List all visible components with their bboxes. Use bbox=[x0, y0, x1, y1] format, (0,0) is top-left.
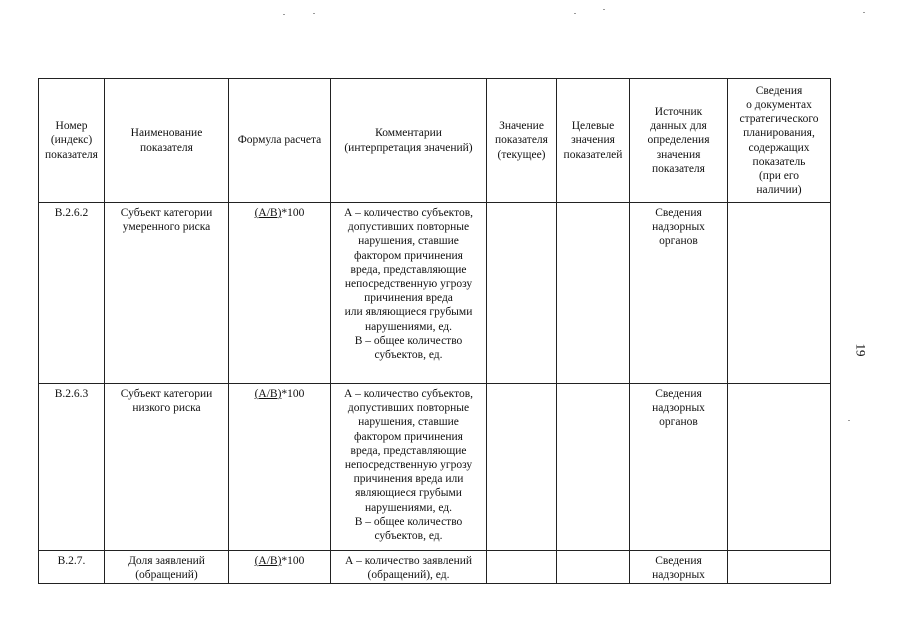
cell-comment: А – количество заявлений (обращений), ед. bbox=[331, 551, 487, 584]
scan-speck bbox=[848, 420, 850, 421]
scan-speck bbox=[603, 9, 605, 10]
header-formula: Формула расчета bbox=[229, 79, 331, 203]
header-name: Наименование показателя bbox=[105, 79, 229, 203]
header-strategy-docs: Сведения о документах стратегического планирования, содержащих показатель (при его наличии) bbox=[728, 79, 831, 203]
cell-target-values bbox=[557, 384, 630, 551]
cell-formula bbox=[229, 551, 331, 584]
cell-formula bbox=[229, 384, 331, 551]
cell-index: В.2.6.3 bbox=[39, 384, 105, 551]
scan-speck bbox=[863, 12, 865, 13]
cell-index: В.2.7. bbox=[39, 551, 105, 584]
scan-speck bbox=[283, 14, 285, 15]
cell-name: Субъект категории умеренного риска bbox=[105, 203, 229, 384]
cell-source: Сведения надзорных органов bbox=[630, 384, 728, 551]
cell-strategy-docs bbox=[728, 384, 831, 551]
cell-comment: А – количество субъектов, допустивших повторные нарушения, ставшие фактором причинения вреда, представляющие непосредственную угрозу причинения вреда или являющиеся грубыми нарушениями, ед. В – общее количество субъектов, ед. bbox=[331, 384, 487, 551]
cell-index: В.2.6.2 bbox=[39, 203, 105, 384]
table-header-row bbox=[39, 79, 831, 203]
cell-target-values bbox=[557, 551, 630, 584]
cell-source: Сведения надзорных органов bbox=[630, 203, 728, 384]
cell-strategy-docs bbox=[728, 551, 831, 584]
header-target-values: Целевые значения показателей bbox=[557, 79, 630, 203]
header-source: Источник данных для определения значения показателя bbox=[630, 79, 728, 203]
cell-strategy-docs bbox=[728, 203, 831, 384]
header-comment: Комментарии (интерпретация значений) bbox=[331, 79, 487, 203]
table-row bbox=[39, 203, 831, 384]
table-row bbox=[39, 384, 831, 551]
formula-ratio: (А/В) bbox=[254, 555, 282, 567]
formula-ratio: (А/В) bbox=[254, 207, 282, 219]
header-index: Номер (индекс) показателя bbox=[39, 79, 105, 203]
cell-formula bbox=[229, 203, 331, 384]
indicators-table bbox=[38, 78, 831, 584]
cell-name: Доля заявлений (обращений) bbox=[105, 551, 229, 584]
cell-comment: А – количество субъектов, допустивших повторные нарушения, ставшие фактором причинения вреда, представляющие непосредственную угрозу причинения вреда или являющиеся грубыми нарушениями, ед. В – общее количество субъектов, ед. bbox=[331, 203, 487, 384]
formula-multiplier: *100 bbox=[281, 207, 305, 219]
cell-target-values bbox=[557, 203, 630, 384]
cell-name: Субъект категории низкого риска bbox=[105, 384, 229, 551]
scan-speck bbox=[313, 13, 315, 14]
cell-source: Сведения надзорных bbox=[630, 551, 728, 584]
formula-multiplier: *100 bbox=[281, 555, 305, 567]
table-row bbox=[39, 551, 831, 584]
header-value-current: Значение показателя (текущее) bbox=[487, 79, 557, 203]
cell-value-current bbox=[487, 384, 557, 551]
cell-value-current bbox=[487, 551, 557, 584]
scan-speck bbox=[574, 13, 576, 14]
formula-multiplier: *100 bbox=[281, 388, 305, 400]
formula-ratio: (А/В) bbox=[254, 388, 282, 400]
page-number: 19 bbox=[853, 343, 869, 357]
cell-value-current bbox=[487, 203, 557, 384]
